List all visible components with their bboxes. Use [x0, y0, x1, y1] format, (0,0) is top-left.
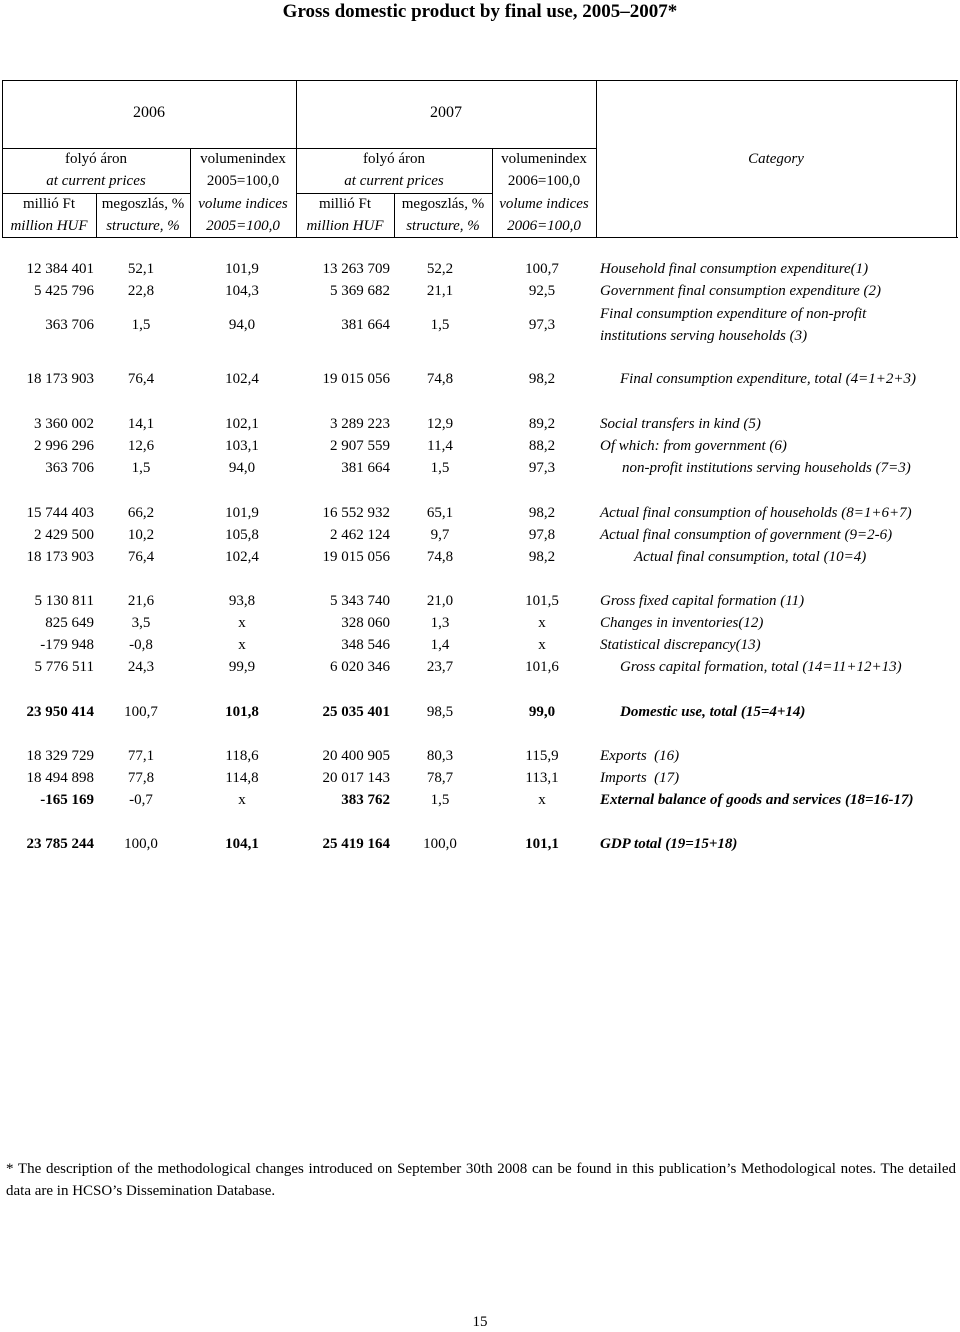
- cell-value: 348 546: [341, 637, 390, 653]
- cell-value: x: [538, 637, 546, 653]
- row-label: Final consumption expenditure, total (4=1+2+3): [620, 371, 917, 387]
- cell-value: 1,5: [131, 317, 151, 333]
- category-header: Category: [748, 151, 804, 167]
- cell-value: 105,8: [225, 527, 259, 543]
- cell-value: 118,6: [225, 748, 259, 764]
- cell-value: 74,8: [426, 371, 454, 387]
- table-row: [0, 502, 960, 524]
- row-label: GDP total (19=15+18): [600, 836, 738, 852]
- cell-value: 98,2: [528, 505, 556, 521]
- cell-value: 9,7: [430, 527, 450, 543]
- cell-value: 52,1: [127, 261, 155, 277]
- cell-value: 98,5: [426, 704, 454, 720]
- cell-value: 101,1: [525, 836, 559, 852]
- cell-value: 88,2: [528, 438, 556, 454]
- sub-c-hu: millió Ft: [318, 196, 372, 212]
- cell-value: 383 762: [341, 792, 390, 808]
- cell-value: 115,9: [525, 748, 559, 764]
- cell-value: 24,3: [127, 659, 155, 675]
- sub-b-en: structure, %: [106, 218, 180, 234]
- cell-value: x: [238, 792, 246, 808]
- cell-value: 98,2: [528, 371, 556, 387]
- cell-value: 25 419 164: [322, 836, 390, 852]
- cell-value: 3,5: [131, 615, 151, 631]
- table-row: [0, 745, 960, 767]
- col2-base-en: 2005=100,0: [206, 218, 280, 234]
- cell-value: -0,8: [129, 637, 153, 653]
- table-row: [0, 258, 960, 280]
- cell-value: 5 776 511: [34, 659, 94, 675]
- page-number: 15: [472, 1314, 488, 1330]
- cell-value: 102,4: [225, 549, 259, 565]
- cell-value: 94,0: [228, 317, 256, 333]
- cell-value: 363 706: [45, 317, 94, 333]
- cell-value: 21,6: [127, 593, 155, 609]
- cell-value: 74,8: [426, 549, 454, 565]
- cell-value: x: [538, 615, 546, 631]
- cell-value: 19 015 056: [322, 371, 390, 387]
- cell-value: 18 329 729: [26, 748, 94, 764]
- cell-value: 97,3: [528, 460, 556, 476]
- cell-value: x: [538, 792, 546, 808]
- cell-value: 5 343 740: [330, 593, 390, 609]
- cell-value: 21,1: [426, 283, 454, 299]
- cell-value: 76,4: [127, 371, 155, 387]
- table-row: [0, 435, 960, 457]
- table-header: [2, 80, 958, 238]
- row-label: Of which: from government (6): [600, 438, 787, 454]
- col4-hu: volumenindex: [501, 151, 587, 167]
- cell-value: 6 020 346: [330, 659, 390, 675]
- cell-value: 21,0: [426, 593, 454, 609]
- cell-value: -0,7: [129, 792, 153, 808]
- cell-value: 23 785 244: [26, 836, 94, 852]
- footnote: * The description of the methodological changes introduced on September 30th 2008 can be found in this publication’s Methodological notes. The detailed data are in HCSO’s Dissemination Database.: [6, 1161, 956, 1199]
- sub-b-hu: megoszlás, %: [101, 196, 185, 212]
- table-row: [0, 590, 960, 612]
- cell-value: 20 400 905: [322, 748, 390, 764]
- cell-value: 101,6: [525, 659, 559, 675]
- row-label-line1: Final consumption expenditure of non-profit: [600, 306, 867, 322]
- cell-value: 18 173 903: [26, 549, 94, 565]
- cell-value: 101,8: [225, 704, 259, 720]
- table-row: [0, 789, 960, 811]
- cell-value: -179 948: [40, 637, 94, 653]
- table-row: [0, 457, 960, 479]
- cell-value: 19 015 056: [322, 549, 390, 565]
- table-row: [0, 303, 960, 347]
- cell-value: 3 289 223: [330, 416, 390, 432]
- row-label: Government final consumption expenditure (2): [600, 283, 882, 299]
- row-label: Statistical discrepancy(13): [600, 637, 761, 653]
- cell-value: 101,5: [525, 593, 559, 609]
- row-label-line2: institutions serving households (3): [600, 328, 808, 344]
- cell-value: 76,4: [127, 549, 155, 565]
- table-row: [0, 767, 960, 789]
- cell-value: 77,8: [127, 770, 155, 786]
- cell-value: 12 384 401: [26, 261, 94, 277]
- cell-value: x: [238, 637, 246, 653]
- cell-value: 52,2: [426, 261, 454, 277]
- cell-value: 80,3: [426, 748, 454, 764]
- cell-value: 92,5: [528, 283, 556, 299]
- sub-a-en: million HUF: [10, 218, 88, 234]
- sub-a-hu: millió Ft: [22, 196, 76, 212]
- row-label: Social transfers in kind (5): [600, 416, 761, 432]
- cell-value: 16 552 932: [322, 505, 390, 521]
- col3-hu: folyó áron: [362, 151, 426, 167]
- cell-value: 23,7: [426, 659, 454, 675]
- year-2007: 2007: [430, 104, 462, 121]
- page-title: Gross domestic product by final use, 2005–2007*: [282, 1, 678, 22]
- cell-value: 2 907 559: [330, 438, 390, 454]
- cell-value: 103,1: [225, 438, 259, 454]
- table-row: [0, 368, 960, 390]
- cell-value: 15 744 403: [26, 505, 94, 521]
- table-row: [0, 413, 960, 435]
- cell-value: 77,1: [127, 748, 155, 764]
- sub-d-en: structure, %: [406, 218, 480, 234]
- cell-value: 65,1: [426, 505, 454, 521]
- cell-value: 18 173 903: [26, 371, 94, 387]
- cell-value: 2 996 296: [34, 438, 94, 454]
- row-label: Gross fixed capital formation (11): [600, 593, 805, 609]
- row-label: Gross capital formation, total (14=11+12+13): [620, 659, 902, 675]
- cell-value: 1,5: [430, 317, 450, 333]
- row-label: External balance of goods and services (18=16-17): [600, 792, 914, 808]
- row-label: Exports (16): [600, 748, 680, 764]
- cell-value: 5 130 811: [34, 593, 94, 609]
- row-label: Imports (17): [600, 770, 680, 786]
- cell-value: 93,8: [228, 593, 256, 609]
- table-row: [0, 656, 960, 678]
- cell-value: 11,4: [427, 438, 453, 454]
- cell-value: 66,2: [127, 505, 155, 521]
- cell-value: 104,3: [225, 283, 259, 299]
- cell-value: 1,5: [430, 460, 450, 476]
- cell-value: 1,5: [131, 460, 151, 476]
- cell-value: 1,3: [430, 615, 450, 631]
- cell-value: 94,0: [228, 460, 256, 476]
- cell-value: 1,5: [430, 792, 450, 808]
- cell-value: 13 263 709: [322, 261, 390, 277]
- sub-c-en: million HUF: [306, 218, 384, 234]
- cell-value: 1,4: [430, 637, 450, 653]
- cell-value: 12,9: [426, 416, 454, 432]
- row-label: Changes in inventories(12): [600, 615, 764, 631]
- header-border-right: [956, 81, 957, 237]
- table-row: [0, 524, 960, 546]
- cell-value: 97,8: [528, 527, 556, 543]
- cell-value: 381 664: [341, 460, 390, 476]
- cell-value: 18 494 898: [26, 770, 94, 786]
- table-row: [0, 280, 960, 302]
- cell-value: 12,6: [127, 438, 155, 454]
- col3-en: at current prices: [344, 173, 444, 189]
- cell-value: 101,9: [225, 261, 259, 277]
- cell-value: -165 169: [40, 792, 94, 808]
- table-row: [0, 701, 960, 723]
- cell-value: 97,3: [528, 317, 556, 333]
- cell-value: 381 664: [341, 317, 390, 333]
- cell-value: 104,1: [225, 836, 259, 852]
- cell-value: 99,9: [228, 659, 256, 675]
- cell-value: 100,7: [525, 261, 559, 277]
- cell-value: 78,7: [426, 770, 454, 786]
- cell-value: 2 462 124: [330, 527, 390, 543]
- cell-value: 113,1: [525, 770, 559, 786]
- col1-hu: folyó áron: [64, 151, 128, 167]
- cell-value: 10,2: [127, 527, 155, 543]
- row-label: non-profit institutions serving households (7=3): [622, 460, 911, 476]
- cell-value: 100,0: [423, 836, 457, 852]
- table-row: [0, 546, 960, 568]
- cell-value: 23 950 414: [26, 704, 94, 720]
- col2-base-hu: 2005=100,0: [206, 173, 280, 189]
- cell-value: 22,8: [127, 283, 155, 299]
- cell-value: 14,1: [127, 416, 155, 432]
- cell-value: 98,2: [528, 549, 556, 565]
- cell-value: 100,7: [124, 704, 158, 720]
- col2-en: volume indices: [198, 196, 288, 212]
- table-row: [0, 833, 960, 855]
- col4-base-en: 2006=100,0: [507, 218, 581, 234]
- year-2006: 2006: [133, 104, 165, 121]
- cell-value: 363 706: [45, 460, 94, 476]
- cell-value: 25 035 401: [322, 704, 390, 720]
- row-label: Household final consumption expenditure(1): [600, 261, 869, 277]
- row-label: Actual final consumption of government (9=2-6): [600, 527, 893, 543]
- row-label: Domestic use, total (15=4+14): [620, 704, 806, 720]
- cell-value: 99,0: [528, 704, 556, 720]
- cell-value: 89,2: [528, 416, 556, 432]
- cell-value: x: [238, 615, 246, 631]
- cell-value: 2 429 500: [34, 527, 94, 543]
- cell-value: 5 425 796: [34, 283, 94, 299]
- col2-hu: volumenindex: [200, 151, 286, 167]
- cell-value: 5 369 682: [330, 283, 390, 299]
- cell-value: 825 649: [45, 615, 94, 631]
- col4-en: volume indices: [499, 196, 589, 212]
- table-row: [0, 612, 960, 634]
- col4-base-hu: 2006=100,0: [507, 173, 581, 189]
- table-row: [0, 634, 960, 656]
- cell-value: 102,1: [225, 416, 259, 432]
- cell-value: 3 360 002: [34, 416, 94, 432]
- cell-value: 114,8: [225, 770, 259, 786]
- col1-en: at current prices: [46, 173, 146, 189]
- sub-d-hu: megoszlás, %: [401, 196, 485, 212]
- cell-value: 100,0: [124, 836, 158, 852]
- cell-value: 20 017 143: [322, 770, 390, 786]
- row-label: Actual final consumption, total (10=4): [634, 549, 867, 565]
- cell-value: 328 060: [341, 615, 390, 631]
- row-label: Actual final consumption of households (8=1+6+7): [600, 505, 912, 521]
- cell-value: 101,9: [225, 505, 259, 521]
- cell-value: 102,4: [225, 371, 259, 387]
